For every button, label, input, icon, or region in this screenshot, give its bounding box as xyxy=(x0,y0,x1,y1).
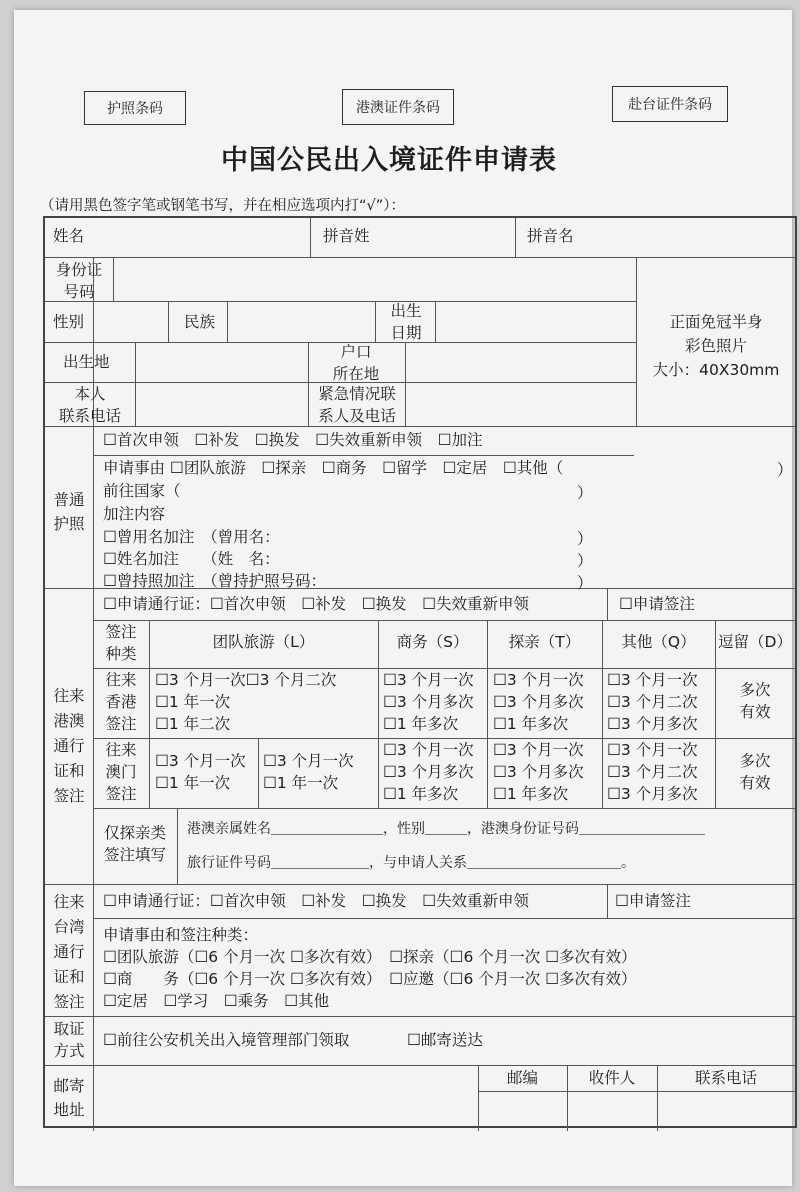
stay-header: 逗留（D） xyxy=(718,633,792,651)
former-name-close-paren: ） xyxy=(577,530,593,548)
hk-other-options[interactable]: ☐3 个月一次 ☐3 个月二次 ☐3 个月多次 xyxy=(607,671,698,733)
taiwan-reason-row-2[interactable]: ☐商 务（☐6 个月一次 ☐多次有效） ☐应邀（☐6 个月一次 ☐多次有效） xyxy=(103,970,637,988)
gender-label: 性别 xyxy=(53,313,85,331)
postcode-header: 邮编 xyxy=(506,1069,538,1087)
pinyin-surname-label: 拼音姓 xyxy=(323,227,370,245)
pinyin-given-label: 拼音名 xyxy=(527,227,574,245)
birthplace-label: 出生地 xyxy=(63,353,110,371)
hk-visa-label: 往来 香港 签注 xyxy=(105,671,137,733)
hk-macau-barcode-box: 港澳证件条码 xyxy=(342,89,454,125)
group-tour-header: 团队旅游（L） xyxy=(212,633,315,651)
instruction-text: （请用黑色签字笔或钢笔书写，并在相应选项内打“√”）： xyxy=(40,198,406,214)
former-name-endorsement[interactable]: ☐曾用名加注 （曾用名： xyxy=(103,528,280,546)
macau-business-options[interactable]: ☐3 个月一次 ☐3 个月多次 ☐1 年多次 xyxy=(383,741,474,803)
emergency-contact-label: 紧急情况联 系人及电话 xyxy=(318,385,396,425)
business-header: 商务（S） xyxy=(396,633,469,651)
macau-stay-multi: 多次 有效 xyxy=(739,752,771,792)
other-header: 其他（Q） xyxy=(621,633,696,651)
hkmo-apply-visa[interactable]: ☐申请签注 xyxy=(619,595,695,613)
macau-group-options-b[interactable]: ☐3 个月一次 ☐1 年一次 xyxy=(263,752,354,792)
pickup-method-label: 取证 方式 xyxy=(53,1020,85,1060)
name-endorse-close-paren: ） xyxy=(577,552,593,570)
macau-family-options[interactable]: ☐3 个月一次 ☐3 个月多次 ☐1 年多次 xyxy=(493,741,584,803)
family-visit-header: 探亲（T） xyxy=(508,633,581,651)
hk-stay-multi: 多次 有效 xyxy=(739,681,771,721)
ethnicity-label: 民族 xyxy=(184,313,216,331)
destination-close-paren: ） xyxy=(577,484,593,502)
relative-info-line-1[interactable]: 港澳亲属姓名＿＿＿＿＿＿＿＿，性别＿＿＿，港澳身份证号码＿＿＿＿＿＿＿＿＿ xyxy=(187,821,705,837)
hkmo-apply-permit-options[interactable]: ☐申请通行证：☐首次申领 ☐补发 ☐换发 ☐失效重新申领 xyxy=(103,595,529,613)
taiwan-apply-permit-options[interactable]: ☐申请通行证：☐首次申领 ☐补发 ☐换发 ☐失效重新申领 xyxy=(103,892,529,910)
hk-business-options[interactable]: ☐3 个月一次 ☐3 个月多次 ☐1 年多次 xyxy=(383,671,474,733)
visa-type-label: 签注 种类 xyxy=(105,623,137,663)
prev-passport-close-paren: ） xyxy=(577,574,593,592)
contact-phone-header: 联系电话 xyxy=(694,1069,757,1087)
birth-date-label: 出生 日期 xyxy=(390,302,422,342)
taiwan-reason-row-1[interactable]: ☐团队旅游（☐6 个月一次 ☐多次有效） ☐探亲（☐6 个月一次 ☐多次有效） xyxy=(103,948,637,966)
destination-country[interactable]: 前往国家（ xyxy=(103,482,181,500)
macau-visa-label: 往来 澳门 签注 xyxy=(105,741,137,803)
pickup-mail-option[interactable]: ☐邮寄送达 xyxy=(407,1031,483,1049)
relative-visit-label: 仅探亲类 签注填写 xyxy=(103,824,166,864)
phone-label: 本人 联系电话 xyxy=(58,385,121,425)
mail-address-label: 邮寄 地址 xyxy=(53,1077,85,1119)
photo-area: 正面免冠半身 彩色照片 大小：40X30mm xyxy=(652,313,780,379)
previous-passport-endorsement[interactable]: ☐曾持照加注 （曾持护照号码： xyxy=(103,572,327,590)
name-label: 姓名 xyxy=(53,227,85,245)
application-form-table xyxy=(43,216,797,1128)
form-title: 中国公民出入境证件申请表 xyxy=(221,145,557,176)
endorsement-content-label: 加注内容 xyxy=(103,505,166,523)
relative-info-line-2[interactable]: 旅行证件号码＿＿＿＿＿＿＿，与申请人关系＿＿＿＿＿＿＿＿＿＿＿。 xyxy=(187,855,635,871)
id-number-label: 身份证 号码 xyxy=(55,261,103,301)
hk-group-tour-options[interactable]: ☐3 个月一次☐3 个月二次 ☐1 年一次 ☐1 年二次 xyxy=(155,671,337,733)
macau-group-options-a[interactable]: ☐3 个月一次 ☐1 年一次 xyxy=(155,752,246,792)
taiwan-section-label: 往来 台湾 通行 证和 签注 xyxy=(53,893,85,1011)
reason-close-paren: ） xyxy=(777,461,793,479)
passport-application-options[interactable]: ☐首次申领 ☐补发 ☐换发 ☐失效重新申领 ☐加注 xyxy=(103,431,483,449)
taiwan-apply-visa[interactable]: ☐申请签注 xyxy=(615,892,691,910)
passport-barcode-box: 护照条码 xyxy=(84,91,186,125)
hukou-label: 户口 所在地 xyxy=(332,343,380,383)
taiwan-barcode-box: 赴台证件条码 xyxy=(612,86,728,122)
pickup-office-option[interactable]: ☐前往公安机关出入境管理部门领取 xyxy=(103,1031,350,1049)
passport-section-label: 普通 护照 xyxy=(53,491,85,533)
recipient-header: 收件人 xyxy=(588,1069,636,1087)
name-endorsement[interactable]: ☐姓名加注 （姓 名： xyxy=(103,550,280,568)
taiwan-reason-title: 申请事由和签注种类： xyxy=(103,926,259,944)
macau-other-options[interactable]: ☐3 个月一次 ☐3 个月二次 ☐3 个月多次 xyxy=(607,741,698,803)
passport-reason-options[interactable]: 申请事由 ☐团队旅游 ☐探亲 ☐商务 ☐留学 ☐定居 ☐其他（ xyxy=(103,459,564,477)
hk-family-options[interactable]: ☐3 个月一次 ☐3 个月多次 ☐1 年多次 xyxy=(493,671,584,733)
hkmo-section-label: 往来 港澳 通行 证和 签注 xyxy=(53,687,85,805)
taiwan-reason-row-3[interactable]: ☐定居 ☐学习 ☐乘务 ☐其他 xyxy=(103,992,330,1010)
